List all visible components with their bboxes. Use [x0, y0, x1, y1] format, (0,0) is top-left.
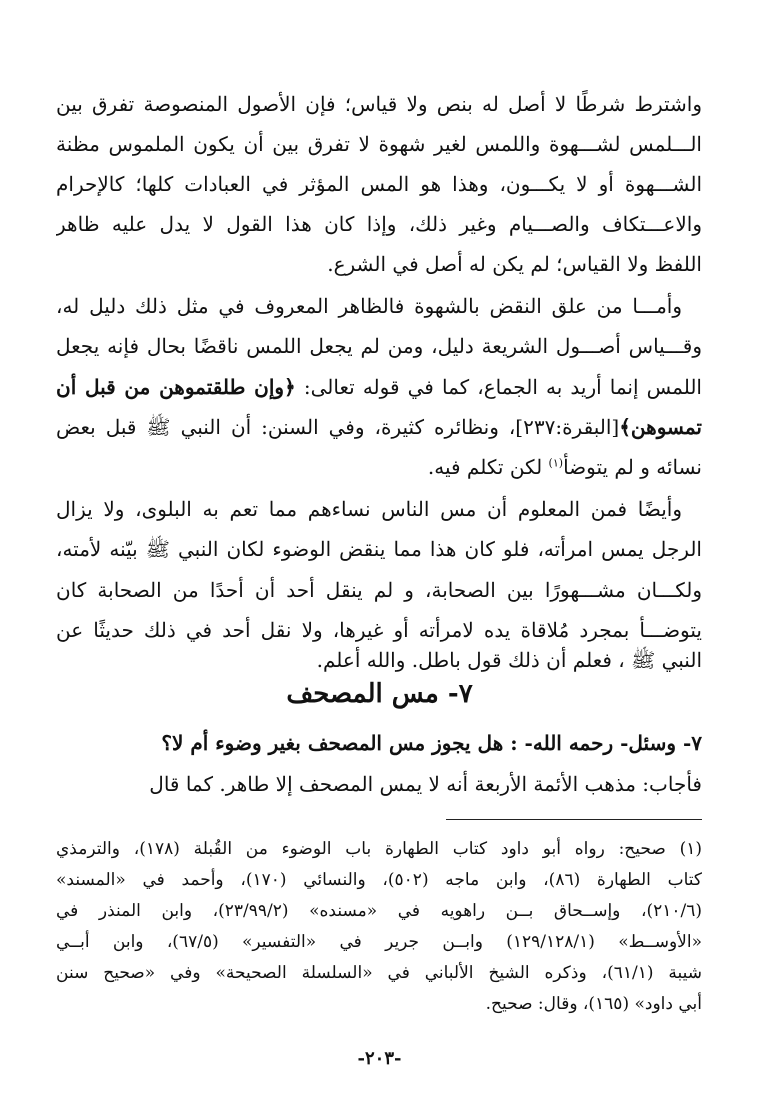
footnote-separator: [446, 819, 702, 820]
body-line-10-text: نسائه و لم يتوضأ: [563, 455, 702, 479]
body-line-11: وأيضًا فمن المعلوم أن مس الناس نساءهم مما تعم به البلوى، ولا يزال: [56, 497, 682, 521]
body-line-4: والاعـــتكاف والصـــيام وغير ذلك، وإذا كان هذا القول لا يدل عليه ظاهر: [56, 212, 702, 236]
footnote-marker[interactable]: (١): [548, 456, 564, 470]
page-number: -٢٠٣-: [357, 1048, 402, 1069]
body-line-8-text: اللمس إنما أريد به الجماع، كما في قوله تعالى:: [295, 375, 702, 399]
quran-verse-part1: ﴿وإن طلقتموهن من قبل أن: [56, 375, 296, 399]
body-line-7: وقـــياس أصـــول الشريعة دليل، ومن لم يجعل اللمس ناقضًا بحال فإنه يجعل: [56, 334, 702, 358]
body-line-1: واشترط شرطًا لا أصل له بنص ولا قياس؛ فإن الأصول المنصوصة تفرق بين: [56, 92, 702, 116]
body-line-8: [56, 371, 702, 403]
footnote-line-2: كتاب الطهارة (٨٦)، وابن ماجه (٥٠٢)، والنسائي (١٧٠)، وأحمد في «المسند»: [56, 870, 702, 890]
footnote-line-3: (٢١٠/٦)، وإســحاق بــن راهويه في «مسنده» (٢٣/٩٩/٢)، وابن المنذر في: [56, 901, 702, 921]
footnote-line-1: (١) صحيح: رواه أبو داود كتاب الطهارة باب الوضوء من القُبلة (١٧٨)، والترمذي: [56, 839, 702, 859]
body-line-10: [56, 451, 702, 483]
body-line-9-text: [البقرة:٢٣٧]، ونظائره كثيرة، وفي السنن: أن النبي ﷺ قبل بعض: [56, 415, 620, 439]
footnote-line-4: «الأوســط» (١٢٩/١٢٨/١) وابــن جرير في «التفسير» (٦٧/٥)، وابن أبــي: [56, 932, 702, 952]
body-line-15: النبي ﷺ ، فعلم أن ذلك قول باطل. والله أعلم.: [316, 648, 702, 672]
body-line-9: [56, 411, 702, 443]
answer-line: فأجاب: مذهب الأئمة الأربعة أنه لا يمس المصحف إلا طاهر. كما قال: [149, 772, 702, 796]
body-line-10-tail: لكن تكلم فيه.: [427, 455, 549, 479]
body-line-14: يتوضـــأ بمجرد مُلاقاة يده لامرأته أو غيرها، ولا نقل أحد في ذلك حديثًا عن: [56, 618, 702, 642]
section-heading: ٧- مس المصحف: [286, 679, 473, 709]
body-line-12: الرجل يمس امرأته، فلو كان هذا مما ينقض الوضوء لكان النبي ﷺ بيّنه لأمته،: [56, 537, 702, 561]
body-line-2: الـــلمس لشـــهوة واللمس لغير شهوة لا تفرق بين أن يكون الملموس مظنة: [56, 132, 702, 156]
quran-verse-part2: تمسوهن﴾: [619, 415, 702, 439]
footnote-line-6: أبي داود» (١٦٥)، وقال: صحيح.: [485, 994, 702, 1014]
footnote-line-5: شيبة (٦١/١)، وذكره الشيخ الألباني في «السلسلة الصحيحة» وفي «صحيح سنن: [56, 963, 702, 983]
body-line-5: اللفظ ولا القياس؛ لم يكن له أصل في الشرع.: [327, 252, 702, 276]
question-line: ٧- وسئل- رحمه الله- : هل يجوز مس المصحف بغير وضوء أم لا؟: [161, 731, 702, 755]
body-line-6: وأمـــا من علق النقض بالشهوة فالظاهر المعروف في مثل ذلك دليل له،: [56, 294, 682, 318]
body-line-3: الشـــهوة أو لا يكـــون، وهذا هو المس المؤثر في العبادات كلها؛ كالإحرام: [56, 172, 702, 196]
body-line-13: ولكـــان مشـــهورًا بين الصحابة، و لم ينقل أحد أن أحدًا من الصحابة كان: [56, 578, 702, 602]
